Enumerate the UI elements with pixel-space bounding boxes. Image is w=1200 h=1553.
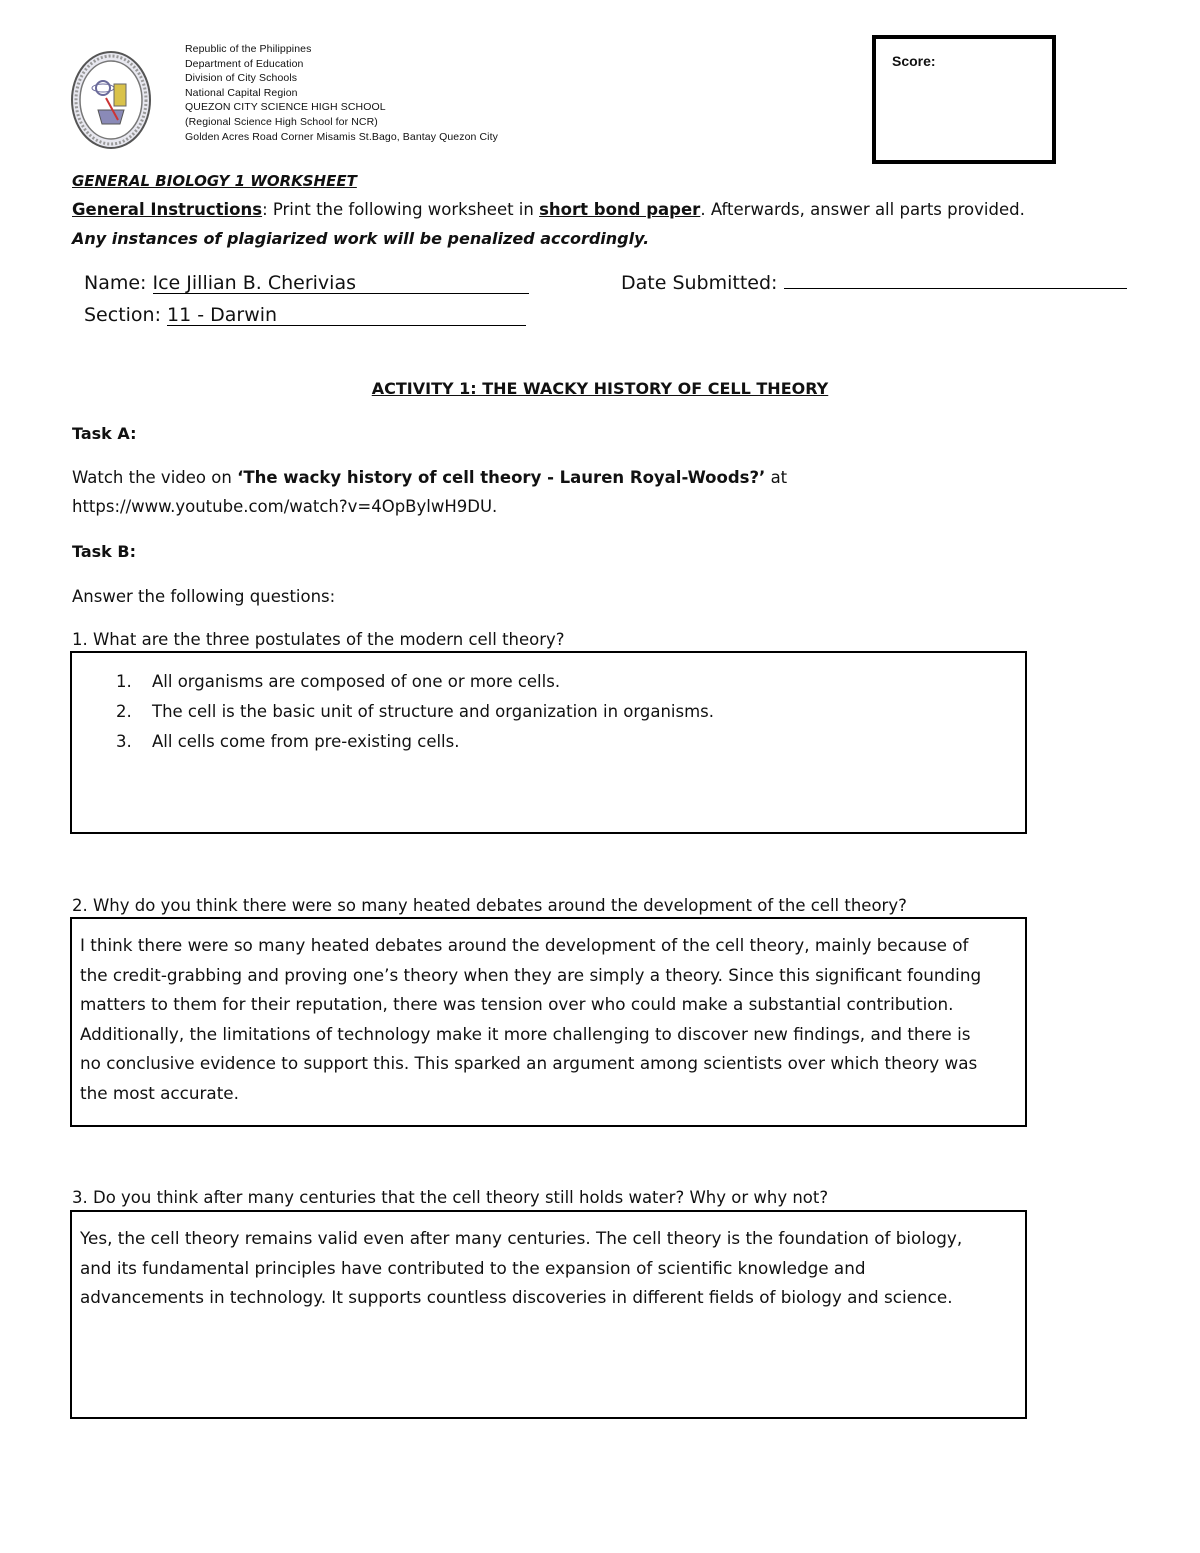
answer-line: Yes, the cell theory remains valid even after many centuries. The cell theory is the foundation of biology, bbox=[80, 1228, 963, 1248]
task-b-label: Task B: bbox=[72, 542, 136, 561]
date-label: Date Submitted: bbox=[621, 272, 784, 294]
task-a-text: Watch the video on bbox=[72, 468, 238, 487]
school-header bbox=[185, 42, 498, 144]
header-line: QUEZON CITY SCIENCE HIGH SCHOOL bbox=[185, 101, 386, 114]
list-number: 3. bbox=[116, 732, 132, 751]
list-number: 1. bbox=[116, 672, 132, 691]
question-1-prompt: 1. What are the three postulates of the modern cell theory? bbox=[72, 630, 565, 649]
header-line: (Regional Science High School for NCR) bbox=[185, 115, 378, 128]
plagiarism-note: Any instances of plagiarized work will be penalized accordingly. bbox=[72, 229, 650, 248]
question-3-prompt: 3. Do you think after many centuries that the cell theory still holds water? Why or why not? bbox=[72, 1188, 829, 1207]
date-value[interactable] bbox=[784, 288, 1127, 289]
header-line: Division of City Schools bbox=[185, 72, 298, 85]
question-2-prompt: 2. Why do you think there were so many heated debates around the development of the cell theory? bbox=[72, 896, 907, 915]
section-label: Section: bbox=[84, 304, 168, 326]
header-line: Republic of the Philippines bbox=[185, 43, 312, 55]
instructions-label: General Instructions bbox=[72, 200, 263, 219]
postulates-list bbox=[116, 667, 714, 757]
answer-line: no conclusive evidence to support this. This sparked an argument among scientists over which theory was bbox=[80, 1053, 978, 1073]
task-a-instruction bbox=[72, 468, 787, 487]
task-a-text: at bbox=[765, 468, 788, 487]
date-submitted-field bbox=[621, 272, 1127, 294]
question-3-answer-box[interactable] bbox=[70, 1210, 1027, 1419]
answer-line: the most accurate. bbox=[80, 1082, 239, 1103]
name-value[interactable]: Ice Jillian B. Cherivias bbox=[153, 273, 529, 294]
list-text: The cell is the basic unit of structure and organization in organisms. bbox=[152, 702, 715, 721]
task-b-prompt: Answer the following questions: bbox=[72, 587, 336, 606]
name-field bbox=[84, 272, 529, 294]
instructions-text: . Afterwards, answer all parts provided. bbox=[700, 200, 1025, 219]
question-1-answer-box[interactable] bbox=[70, 651, 1027, 834]
answer-paragraph bbox=[80, 1224, 1020, 1313]
answer-line: I think there were so many heated debates around the development of the cell theory, mainly because of bbox=[80, 935, 969, 955]
task-a-label: Task A: bbox=[72, 424, 137, 443]
instructions-emphasis: short bond paper bbox=[539, 200, 701, 219]
name-label: Name: bbox=[84, 272, 153, 294]
header-line: Department of Education bbox=[185, 57, 304, 70]
worksheet-title: GENERAL BIOLOGY 1 WORKSHEET bbox=[72, 172, 357, 190]
activity-title: ACTIVITY 1: THE WACKY HISTORY OF CELL THEORY bbox=[371, 379, 829, 398]
score-box bbox=[872, 35, 1056, 164]
list-text: All cells come from pre-existing cells. bbox=[152, 732, 460, 751]
question-2-answer-box[interactable] bbox=[70, 917, 1027, 1127]
video-url-link[interactable]: https://www.youtube.com/watch?v=4OpBylwH9DU. bbox=[72, 497, 498, 516]
answer-line: the credit-grabbing and proving one’s theory when they are simply a theory. Since this significant founding bbox=[80, 964, 982, 985]
answer-line: matters to them for their reputation, there was tension over who could make a substantial contribution. bbox=[80, 994, 954, 1014]
school-seal-logo bbox=[70, 50, 152, 150]
header-line: National Capital Region bbox=[185, 86, 298, 99]
answer-line: and its fundamental principles have contributed to the expansion of scientific knowledge and bbox=[80, 1257, 866, 1278]
answer-paragraph bbox=[80, 931, 1020, 1108]
list-item bbox=[116, 697, 714, 727]
score-label: Score: bbox=[892, 53, 936, 69]
answer-line: Additionally, the limitations of technology make it more challenging to discover new findings, and there is bbox=[80, 1023, 971, 1044]
answer-line: advancements in technology. It supports countless discoveries in different fields of biology and science. bbox=[80, 1287, 953, 1307]
list-text: All organisms are composed of one or more cells. bbox=[152, 672, 561, 691]
section-field bbox=[84, 304, 526, 326]
general-instructions bbox=[72, 200, 1025, 219]
list-item bbox=[116, 727, 714, 757]
header-line: Golden Acres Road Corner Misamis St.Bago, Bantay Quezon City bbox=[185, 130, 498, 143]
list-number: 2. bbox=[116, 702, 132, 721]
list-item bbox=[116, 667, 714, 697]
section-value[interactable]: 11 - Darwin bbox=[167, 305, 526, 326]
instructions-text: : Print the following worksheet in bbox=[262, 200, 540, 219]
video-title: ‘The wacky history of cell theory - Lauren Royal-Woods?’ bbox=[237, 468, 766, 487]
